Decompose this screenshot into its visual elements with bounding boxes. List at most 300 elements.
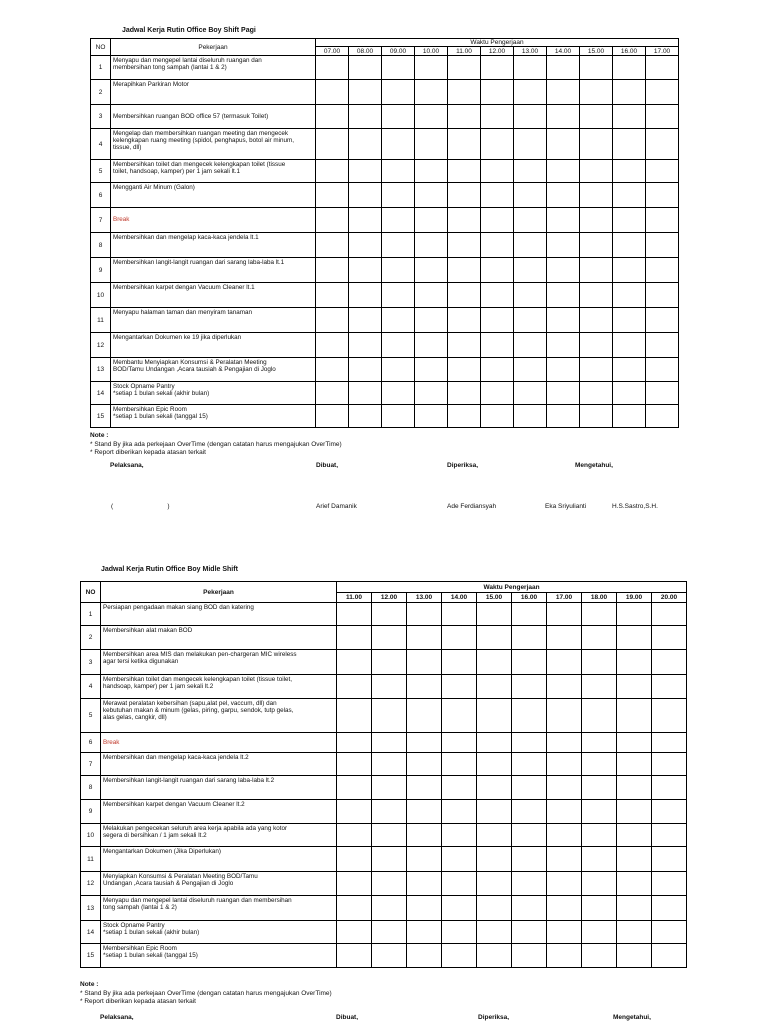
time-slot-cell[interactable]: [337, 626, 372, 650]
time-slot-cell[interactable]: [652, 753, 687, 776]
time-slot-cell[interactable]: [547, 626, 582, 650]
time-slot-cell[interactable]: [372, 800, 407, 824]
time-slot-cell[interactable]: [448, 129, 481, 160]
time-slot-cell[interactable]: [547, 800, 582, 824]
time-slot-cell[interactable]: [613, 183, 646, 208]
time-slot-cell[interactable]: [646, 283, 679, 308]
time-slot-cell[interactable]: [415, 333, 448, 358]
time-slot-cell[interactable]: [652, 733, 687, 753]
time-slot-cell[interactable]: [382, 283, 415, 308]
time-slot-cell[interactable]: [652, 603, 687, 626]
time-slot-cell[interactable]: [652, 872, 687, 896]
time-slot-cell[interactable]: [514, 258, 547, 283]
time-slot-cell[interactable]: [646, 233, 679, 258]
time-slot-cell[interactable]: [652, 944, 687, 968]
time-slot-cell[interactable]: [580, 258, 613, 283]
time-slot-cell[interactable]: [547, 944, 582, 968]
time-slot-cell[interactable]: [442, 921, 477, 944]
time-slot-cell[interactable]: [514, 382, 547, 405]
time-slot-cell[interactable]: [442, 872, 477, 896]
time-slot-cell[interactable]: [316, 105, 349, 129]
time-slot-cell[interactable]: [477, 944, 512, 968]
time-slot-cell[interactable]: [415, 308, 448, 333]
time-slot-cell[interactable]: [617, 896, 652, 921]
time-slot-cell[interactable]: [646, 56, 679, 80]
time-slot-cell[interactable]: [547, 753, 582, 776]
time-slot-cell[interactable]: [372, 847, 407, 872]
time-slot-cell[interactable]: [415, 129, 448, 160]
time-slot-cell[interactable]: [442, 699, 477, 733]
time-slot-cell[interactable]: [407, 921, 442, 944]
time-slot-cell[interactable]: [415, 258, 448, 283]
time-slot-cell[interactable]: [442, 753, 477, 776]
time-slot-cell[interactable]: [617, 650, 652, 675]
time-slot-cell[interactable]: [337, 650, 372, 675]
time-slot-cell[interactable]: [613, 80, 646, 105]
time-slot-cell[interactable]: [442, 626, 477, 650]
time-slot-cell[interactable]: [349, 233, 382, 258]
time-slot-cell[interactable]: [547, 129, 580, 160]
time-slot-cell[interactable]: [477, 896, 512, 921]
time-slot-cell[interactable]: [316, 183, 349, 208]
time-slot-cell[interactable]: [646, 160, 679, 183]
time-slot-cell[interactable]: [580, 208, 613, 233]
time-slot-cell[interactable]: [582, 776, 617, 800]
time-slot-cell[interactable]: [448, 333, 481, 358]
time-slot-cell[interactable]: [547, 208, 580, 233]
time-slot-cell[interactable]: [580, 56, 613, 80]
time-slot-cell[interactable]: [337, 921, 372, 944]
time-slot-cell[interactable]: [407, 800, 442, 824]
time-slot-cell[interactable]: [646, 105, 679, 129]
time-slot-cell[interactable]: [646, 208, 679, 233]
time-slot-cell[interactable]: [652, 847, 687, 872]
time-slot-cell[interactable]: [349, 283, 382, 308]
time-slot-cell[interactable]: [477, 650, 512, 675]
time-slot-cell[interactable]: [514, 105, 547, 129]
time-slot-cell[interactable]: [514, 233, 547, 258]
time-slot-cell[interactable]: [382, 233, 415, 258]
time-slot-cell[interactable]: [477, 800, 512, 824]
time-slot-cell[interactable]: [582, 603, 617, 626]
time-slot-cell[interactable]: [477, 733, 512, 753]
time-slot-cell[interactable]: [481, 208, 514, 233]
time-slot-cell[interactable]: [349, 105, 382, 129]
time-slot-cell[interactable]: [547, 382, 580, 405]
time-slot-cell[interactable]: [349, 183, 382, 208]
time-slot-cell[interactable]: [448, 105, 481, 129]
time-slot-cell[interactable]: [514, 160, 547, 183]
time-slot-cell[interactable]: [514, 405, 547, 428]
time-slot-cell[interactable]: [613, 382, 646, 405]
time-slot-cell[interactable]: [582, 626, 617, 650]
time-slot-cell[interactable]: [372, 626, 407, 650]
time-slot-cell[interactable]: [337, 800, 372, 824]
time-slot-cell[interactable]: [617, 626, 652, 650]
time-slot-cell[interactable]: [481, 405, 514, 428]
time-slot-cell[interactable]: [349, 129, 382, 160]
time-slot-cell[interactable]: [617, 776, 652, 800]
time-slot-cell[interactable]: [580, 308, 613, 333]
time-slot-cell[interactable]: [372, 872, 407, 896]
time-slot-cell[interactable]: [512, 675, 547, 699]
time-slot-cell[interactable]: [372, 944, 407, 968]
time-slot-cell[interactable]: [349, 258, 382, 283]
time-slot-cell[interactable]: [442, 896, 477, 921]
time-slot-cell[interactable]: [448, 233, 481, 258]
time-slot-cell[interactable]: [481, 183, 514, 208]
time-slot-cell[interactable]: [337, 699, 372, 733]
time-slot-cell[interactable]: [349, 80, 382, 105]
time-slot-cell[interactable]: [580, 105, 613, 129]
time-slot-cell[interactable]: [547, 160, 580, 183]
time-slot-cell[interactable]: [580, 333, 613, 358]
time-slot-cell[interactable]: [477, 699, 512, 733]
time-slot-cell[interactable]: [617, 847, 652, 872]
time-slot-cell[interactable]: [481, 382, 514, 405]
time-slot-cell[interactable]: [382, 333, 415, 358]
time-slot-cell[interactable]: [481, 333, 514, 358]
time-slot-cell[interactable]: [372, 776, 407, 800]
time-slot-cell[interactable]: [442, 733, 477, 753]
time-slot-cell[interactable]: [415, 405, 448, 428]
time-slot-cell[interactable]: [407, 626, 442, 650]
time-slot-cell[interactable]: [477, 626, 512, 650]
time-slot-cell[interactable]: [580, 283, 613, 308]
time-slot-cell[interactable]: [512, 847, 547, 872]
time-slot-cell[interactable]: [613, 308, 646, 333]
time-slot-cell[interactable]: [448, 382, 481, 405]
time-slot-cell[interactable]: [382, 308, 415, 333]
time-slot-cell[interactable]: [646, 308, 679, 333]
time-slot-cell[interactable]: [646, 258, 679, 283]
time-slot-cell[interactable]: [646, 129, 679, 160]
time-slot-cell[interactable]: [547, 776, 582, 800]
time-slot-cell[interactable]: [407, 847, 442, 872]
time-slot-cell[interactable]: [514, 56, 547, 80]
time-slot-cell[interactable]: [481, 129, 514, 160]
time-slot-cell[interactable]: [580, 160, 613, 183]
time-slot-cell[interactable]: [582, 800, 617, 824]
time-slot-cell[interactable]: [477, 603, 512, 626]
time-slot-cell[interactable]: [349, 208, 382, 233]
time-slot-cell[interactable]: [481, 80, 514, 105]
time-slot-cell[interactable]: [448, 183, 481, 208]
time-slot-cell[interactable]: [349, 56, 382, 80]
time-slot-cell[interactable]: [372, 650, 407, 675]
time-slot-cell[interactable]: [514, 129, 547, 160]
time-slot-cell[interactable]: [613, 56, 646, 80]
time-slot-cell[interactable]: [481, 358, 514, 382]
time-slot-cell[interactable]: [382, 105, 415, 129]
time-slot-cell[interactable]: [547, 733, 582, 753]
time-slot-cell[interactable]: [580, 405, 613, 428]
time-slot-cell[interactable]: [646, 80, 679, 105]
time-slot-cell[interactable]: [407, 824, 442, 847]
time-slot-cell[interactable]: [316, 382, 349, 405]
time-slot-cell[interactable]: [582, 847, 617, 872]
time-slot-cell[interactable]: [337, 733, 372, 753]
time-slot-cell[interactable]: [617, 800, 652, 824]
time-slot-cell[interactable]: [481, 308, 514, 333]
time-slot-cell[interactable]: [512, 650, 547, 675]
time-slot-cell[interactable]: [477, 824, 512, 847]
time-slot-cell[interactable]: [617, 824, 652, 847]
time-slot-cell[interactable]: [582, 824, 617, 847]
time-slot-cell[interactable]: [415, 208, 448, 233]
time-slot-cell[interactable]: [582, 699, 617, 733]
time-slot-cell[interactable]: [514, 333, 547, 358]
time-slot-cell[interactable]: [613, 129, 646, 160]
time-slot-cell[interactable]: [512, 824, 547, 847]
time-slot-cell[interactable]: [514, 80, 547, 105]
time-slot-cell[interactable]: [337, 675, 372, 699]
time-slot-cell[interactable]: [477, 753, 512, 776]
time-slot-cell[interactable]: [617, 944, 652, 968]
time-slot-cell[interactable]: [652, 800, 687, 824]
time-slot-cell[interactable]: [415, 283, 448, 308]
time-slot-cell[interactable]: [547, 896, 582, 921]
time-slot-cell[interactable]: [337, 896, 372, 921]
time-slot-cell[interactable]: [442, 847, 477, 872]
time-slot-cell[interactable]: [547, 80, 580, 105]
time-slot-cell[interactable]: [547, 921, 582, 944]
time-slot-cell[interactable]: [442, 675, 477, 699]
time-slot-cell[interactable]: [372, 896, 407, 921]
time-slot-cell[interactable]: [316, 160, 349, 183]
time-slot-cell[interactable]: [617, 872, 652, 896]
time-slot-cell[interactable]: [613, 208, 646, 233]
time-slot-cell[interactable]: [547, 824, 582, 847]
time-slot-cell[interactable]: [547, 56, 580, 80]
time-slot-cell[interactable]: [514, 183, 547, 208]
time-slot-cell[interactable]: [477, 675, 512, 699]
time-slot-cell[interactable]: [512, 699, 547, 733]
time-slot-cell[interactable]: [382, 358, 415, 382]
time-slot-cell[interactable]: [514, 308, 547, 333]
time-slot-cell[interactable]: [316, 358, 349, 382]
time-slot-cell[interactable]: [652, 896, 687, 921]
time-slot-cell[interactable]: [337, 847, 372, 872]
time-slot-cell[interactable]: [652, 921, 687, 944]
time-slot-cell[interactable]: [514, 208, 547, 233]
time-slot-cell[interactable]: [617, 603, 652, 626]
time-slot-cell[interactable]: [316, 233, 349, 258]
time-slot-cell[interactable]: [372, 753, 407, 776]
time-slot-cell[interactable]: [382, 208, 415, 233]
time-slot-cell[interactable]: [512, 753, 547, 776]
time-slot-cell[interactable]: [652, 699, 687, 733]
time-slot-cell[interactable]: [613, 258, 646, 283]
time-slot-cell[interactable]: [415, 80, 448, 105]
time-slot-cell[interactable]: [407, 896, 442, 921]
time-slot-cell[interactable]: [337, 603, 372, 626]
time-slot-cell[interactable]: [407, 675, 442, 699]
time-slot-cell[interactable]: [512, 603, 547, 626]
time-slot-cell[interactable]: [316, 283, 349, 308]
time-slot-cell[interactable]: [448, 283, 481, 308]
time-slot-cell[interactable]: [477, 921, 512, 944]
time-slot-cell[interactable]: [652, 650, 687, 675]
time-slot-cell[interactable]: [372, 699, 407, 733]
time-slot-cell[interactable]: [442, 800, 477, 824]
time-slot-cell[interactable]: [547, 405, 580, 428]
time-slot-cell[interactable]: [382, 129, 415, 160]
time-slot-cell[interactable]: [407, 699, 442, 733]
time-slot-cell[interactable]: [514, 283, 547, 308]
time-slot-cell[interactable]: [349, 405, 382, 428]
time-slot-cell[interactable]: [547, 183, 580, 208]
time-slot-cell[interactable]: [337, 944, 372, 968]
time-slot-cell[interactable]: [512, 733, 547, 753]
time-slot-cell[interactable]: [316, 333, 349, 358]
time-slot-cell[interactable]: [448, 208, 481, 233]
time-slot-cell[interactable]: [337, 776, 372, 800]
time-slot-cell[interactable]: [580, 233, 613, 258]
time-slot-cell[interactable]: [547, 283, 580, 308]
time-slot-cell[interactable]: [646, 183, 679, 208]
time-slot-cell[interactable]: [448, 160, 481, 183]
time-slot-cell[interactable]: [547, 847, 582, 872]
time-slot-cell[interactable]: [481, 56, 514, 80]
time-slot-cell[interactable]: [442, 603, 477, 626]
time-slot-cell[interactable]: [547, 358, 580, 382]
time-slot-cell[interactable]: [415, 105, 448, 129]
time-slot-cell[interactable]: [646, 358, 679, 382]
time-slot-cell[interactable]: [613, 358, 646, 382]
time-slot-cell[interactable]: [316, 129, 349, 160]
time-slot-cell[interactable]: [448, 358, 481, 382]
time-slot-cell[interactable]: [547, 675, 582, 699]
time-slot-cell[interactable]: [582, 650, 617, 675]
time-slot-cell[interactable]: [349, 382, 382, 405]
time-slot-cell[interactable]: [512, 626, 547, 650]
time-slot-cell[interactable]: [613, 333, 646, 358]
time-slot-cell[interactable]: [316, 208, 349, 233]
time-slot-cell[interactable]: [415, 233, 448, 258]
time-slot-cell[interactable]: [512, 921, 547, 944]
time-slot-cell[interactable]: [652, 776, 687, 800]
time-slot-cell[interactable]: [580, 358, 613, 382]
time-slot-cell[interactable]: [582, 896, 617, 921]
time-slot-cell[interactable]: [481, 283, 514, 308]
time-slot-cell[interactable]: [514, 358, 547, 382]
time-slot-cell[interactable]: [448, 80, 481, 105]
time-slot-cell[interactable]: [382, 160, 415, 183]
time-slot-cell[interactable]: [547, 872, 582, 896]
time-slot-cell[interactable]: [512, 944, 547, 968]
time-slot-cell[interactable]: [415, 382, 448, 405]
time-slot-cell[interactable]: [547, 603, 582, 626]
time-slot-cell[interactable]: [372, 824, 407, 847]
time-slot-cell[interactable]: [407, 872, 442, 896]
time-slot-cell[interactable]: [349, 160, 382, 183]
time-slot-cell[interactable]: [582, 872, 617, 896]
time-slot-cell[interactable]: [547, 699, 582, 733]
time-slot-cell[interactable]: [646, 405, 679, 428]
time-slot-cell[interactable]: [580, 129, 613, 160]
time-slot-cell[interactable]: [512, 776, 547, 800]
time-slot-cell[interactable]: [512, 800, 547, 824]
time-slot-cell[interactable]: [481, 258, 514, 283]
time-slot-cell[interactable]: [407, 650, 442, 675]
time-slot-cell[interactable]: [547, 308, 580, 333]
time-slot-cell[interactable]: [477, 847, 512, 872]
time-slot-cell[interactable]: [415, 358, 448, 382]
time-slot-cell[interactable]: [372, 675, 407, 699]
time-slot-cell[interactable]: [652, 824, 687, 847]
time-slot-cell[interactable]: [316, 56, 349, 80]
time-slot-cell[interactable]: [617, 733, 652, 753]
time-slot-cell[interactable]: [448, 405, 481, 428]
time-slot-cell[interactable]: [316, 258, 349, 283]
time-slot-cell[interactable]: [547, 650, 582, 675]
time-slot-cell[interactable]: [477, 776, 512, 800]
time-slot-cell[interactable]: [613, 283, 646, 308]
time-slot-cell[interactable]: [415, 183, 448, 208]
time-slot-cell[interactable]: [547, 258, 580, 283]
time-slot-cell[interactable]: [337, 753, 372, 776]
time-slot-cell[interactable]: [547, 233, 580, 258]
time-slot-cell[interactable]: [407, 733, 442, 753]
time-slot-cell[interactable]: [349, 358, 382, 382]
time-slot-cell[interactable]: [349, 333, 382, 358]
time-slot-cell[interactable]: [582, 753, 617, 776]
time-slot-cell[interactable]: [448, 308, 481, 333]
time-slot-cell[interactable]: [337, 872, 372, 896]
time-slot-cell[interactable]: [382, 80, 415, 105]
time-slot-cell[interactable]: [415, 160, 448, 183]
time-slot-cell[interactable]: [512, 872, 547, 896]
time-slot-cell[interactable]: [613, 233, 646, 258]
time-slot-cell[interactable]: [382, 56, 415, 80]
time-slot-cell[interactable]: [407, 776, 442, 800]
time-slot-cell[interactable]: [512, 896, 547, 921]
time-slot-cell[interactable]: [442, 944, 477, 968]
time-slot-cell[interactable]: [382, 258, 415, 283]
time-slot-cell[interactable]: [372, 603, 407, 626]
time-slot-cell[interactable]: [617, 921, 652, 944]
time-slot-cell[interactable]: [481, 160, 514, 183]
time-slot-cell[interactable]: [349, 308, 382, 333]
time-slot-cell[interactable]: [580, 80, 613, 105]
time-slot-cell[interactable]: [382, 382, 415, 405]
time-slot-cell[interactable]: [448, 56, 481, 80]
time-slot-cell[interactable]: [316, 405, 349, 428]
time-slot-cell[interactable]: [547, 333, 580, 358]
time-slot-cell[interactable]: [580, 382, 613, 405]
time-slot-cell[interactable]: [407, 603, 442, 626]
time-slot-cell[interactable]: [582, 733, 617, 753]
time-slot-cell[interactable]: [481, 233, 514, 258]
time-slot-cell[interactable]: [617, 699, 652, 733]
time-slot-cell[interactable]: [382, 405, 415, 428]
time-slot-cell[interactable]: [372, 921, 407, 944]
time-slot-cell[interactable]: [442, 776, 477, 800]
time-slot-cell[interactable]: [646, 382, 679, 405]
time-slot-cell[interactable]: [613, 160, 646, 183]
time-slot-cell[interactable]: [652, 675, 687, 699]
time-slot-cell[interactable]: [617, 753, 652, 776]
time-slot-cell[interactable]: [613, 405, 646, 428]
time-slot-cell[interactable]: [582, 675, 617, 699]
time-slot-cell[interactable]: [316, 308, 349, 333]
time-slot-cell[interactable]: [382, 183, 415, 208]
time-slot-cell[interactable]: [415, 56, 448, 80]
time-slot-cell[interactable]: [442, 824, 477, 847]
time-slot-cell[interactable]: [316, 80, 349, 105]
time-slot-cell[interactable]: [407, 944, 442, 968]
